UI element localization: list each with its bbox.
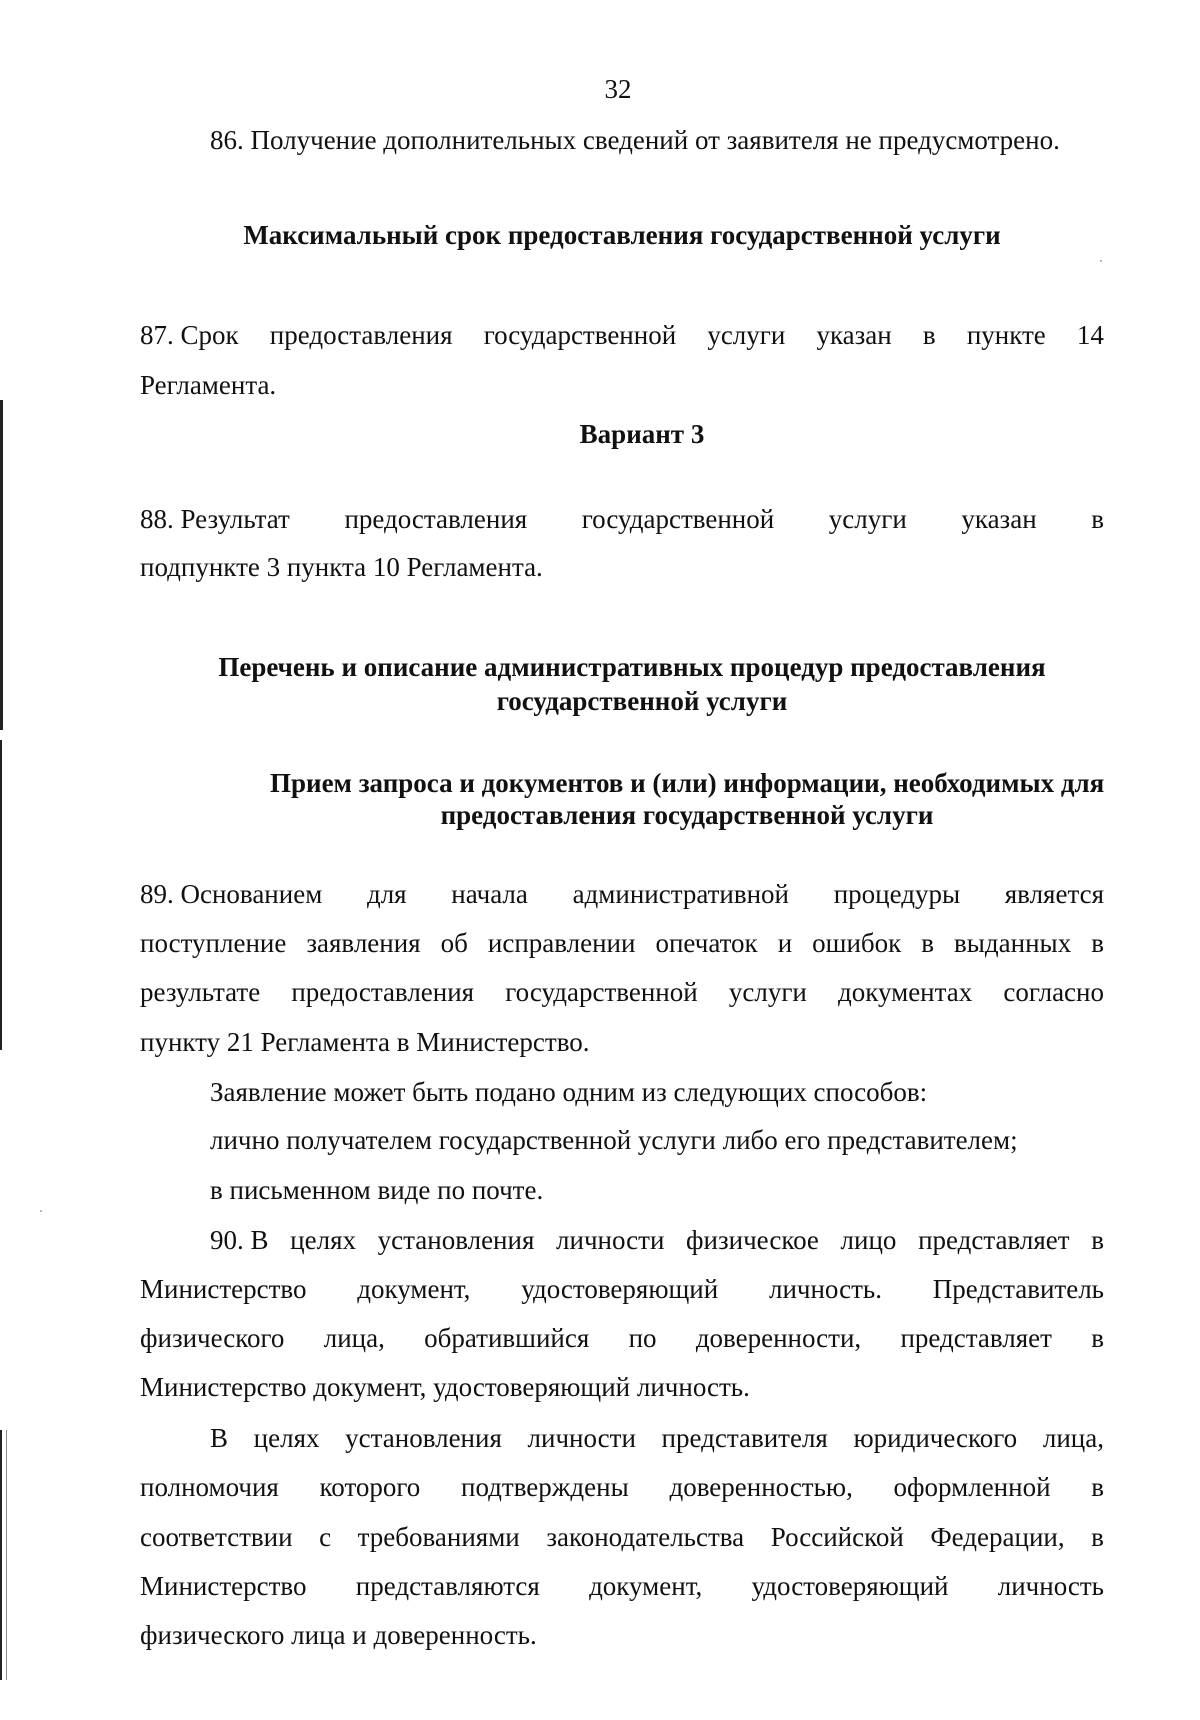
- word: личности: [556, 1225, 665, 1255]
- word: подтверждены: [461, 1472, 629, 1502]
- heading-reception-line-1: Прием запроса и документов и (или) информации, необходимых для: [270, 768, 1105, 798]
- word: в: [1091, 1522, 1104, 1552]
- word: удостоверяющий: [751, 1571, 949, 1601]
- word: личность.: [768, 1274, 882, 1304]
- word: в: [1091, 1323, 1104, 1353]
- heading-max-term: Максимальный срок предоставления государственной услуги: [243, 220, 1001, 250]
- word: документ,: [589, 1571, 703, 1601]
- word: административной: [572, 879, 790, 909]
- word: обратившийся: [424, 1323, 590, 1353]
- scan-edge-mark: [0, 400, 3, 730]
- paragraph-90-line-3: [140, 1321, 1104, 1355]
- word: указан: [961, 504, 1037, 534]
- word: государственной: [483, 320, 677, 350]
- word: результате: [140, 977, 261, 1007]
- paragraph-legal-line-3: [140, 1520, 1104, 1554]
- word: лица,: [323, 1323, 385, 1353]
- word: начала: [451, 879, 528, 909]
- word: предоставления: [344, 504, 528, 534]
- word: согласно: [1003, 977, 1104, 1007]
- word: 90. В: [210, 1225, 269, 1255]
- word: услуги: [728, 977, 807, 1007]
- word: представляет: [900, 1323, 1052, 1353]
- word: опечаток: [655, 928, 758, 958]
- word: предоставления: [291, 977, 475, 1007]
- word: указан: [816, 320, 892, 350]
- word: законодательства: [546, 1522, 745, 1552]
- paragraph-89-line-2: [140, 926, 1104, 960]
- word: государственной: [581, 504, 775, 534]
- page-number: 32: [604, 74, 632, 104]
- word: государственной: [505, 977, 698, 1007]
- paragraph-90-line-2: [140, 1272, 1104, 1306]
- word: для: [366, 879, 407, 909]
- word: личности: [527, 1423, 636, 1453]
- word: представляются: [355, 1571, 540, 1601]
- word: доверенности,: [695, 1323, 862, 1353]
- word: заявления: [306, 928, 421, 958]
- word: Федерации,: [930, 1522, 1065, 1552]
- paragraph-90-line-1: [210, 1223, 1104, 1257]
- word: Министерство: [140, 1571, 307, 1601]
- word: представляет: [918, 1225, 1070, 1255]
- word: целях: [290, 1225, 356, 1255]
- word: ошибок: [812, 928, 902, 958]
- word: в: [1091, 1472, 1104, 1502]
- word: лица,: [1042, 1423, 1104, 1453]
- word: удостоверяющий: [521, 1274, 719, 1304]
- word: в: [921, 928, 935, 958]
- paragraph-method-by-mail: в письменном виде по почте.: [210, 1175, 544, 1205]
- word: 87. Срок: [140, 320, 239, 350]
- word: соответствии: [140, 1522, 293, 1552]
- word: выданных: [954, 928, 1072, 958]
- word: об: [440, 928, 468, 958]
- heading-reception-line-2: предоставления государственной услуги: [440, 800, 934, 830]
- paragraph-88-line-2: подпункте 3 пункта 10 Регламента.: [140, 552, 543, 582]
- paragraph-legal-line-5: физического лица и доверенность.: [140, 1620, 537, 1650]
- scan-edge-mark: [0, 1430, 2, 1680]
- word: 88. Результат: [140, 504, 290, 534]
- paragraph-89-line-3: [140, 975, 1104, 1009]
- word: установления: [377, 1225, 535, 1255]
- word: требованиями: [357, 1522, 520, 1552]
- heading-procedures-line-2: государственной услуги: [496, 686, 788, 716]
- word: пункте: [966, 320, 1046, 350]
- paragraph-legal-line-1: [210, 1421, 1104, 1455]
- word: 89. Основанием: [140, 879, 323, 909]
- paragraph-89-line-1: [140, 877, 1104, 911]
- word: поступление: [140, 928, 287, 958]
- word: в: [1091, 504, 1104, 534]
- heading-variant-3: Вариант 3: [579, 419, 705, 449]
- word: оформленной: [893, 1472, 1051, 1502]
- word: целях: [253, 1423, 320, 1453]
- paragraph-89-line-4: пункту 21 Регламента в Министерство.: [140, 1027, 590, 1057]
- word: в: [1091, 1225, 1104, 1255]
- paragraph-legal-line-4: [140, 1569, 1104, 1603]
- paragraph-88-line-1: [140, 502, 1104, 536]
- paragraph-90-line-4: Министерство документ, удостоверяющий личность.: [140, 1372, 750, 1402]
- word: юридического: [853, 1423, 1018, 1453]
- word: услуги: [828, 504, 907, 534]
- word: по: [628, 1323, 657, 1353]
- word: в: [1091, 928, 1104, 958]
- word: исправлении: [487, 928, 636, 958]
- scan-speck: [40, 1210, 42, 1212]
- word: в: [922, 320, 936, 350]
- word: Российской: [770, 1522, 904, 1552]
- word: лицо: [840, 1225, 897, 1255]
- word: личность: [997, 1571, 1104, 1601]
- word: услуги: [707, 320, 786, 350]
- word: документ,: [357, 1274, 471, 1304]
- heading-procedures-line-1: Перечень и описание административных процедур предоставления: [218, 652, 1046, 682]
- word: процедуры: [833, 879, 961, 909]
- word: и: [777, 928, 793, 958]
- paragraph-86: 86. Получение дополнительных сведений от заявителя не предусмотрено.: [210, 125, 1060, 155]
- paragraph-legal-line-2: [140, 1470, 1104, 1504]
- word: которого: [319, 1472, 421, 1502]
- word: физического: [140, 1323, 285, 1353]
- scan-speck: [1100, 260, 1102, 262]
- paragraph-87-line-1: [140, 318, 1104, 352]
- scan-edge-mark: [0, 740, 2, 1050]
- paragraph-methods: Заявление может быть подано одним из следующих способов:: [210, 1077, 928, 1107]
- paragraph-87-line-2: Регламента.: [140, 370, 277, 400]
- word: физическое: [686, 1225, 819, 1255]
- word: представителя: [661, 1423, 828, 1453]
- word: доверенностью,: [669, 1472, 853, 1502]
- word: 14: [1076, 320, 1104, 350]
- word: предоставления: [269, 320, 453, 350]
- word: В: [210, 1423, 229, 1453]
- word: Министерство: [140, 1274, 307, 1304]
- word: полномочия: [140, 1472, 279, 1502]
- scan-edge-mark: [6, 1430, 7, 1680]
- paragraph-method-in-person: лично получателем государственной услуги либо его представителем;: [210, 1125, 1018, 1155]
- word: документах: [838, 977, 973, 1007]
- word: с: [319, 1522, 332, 1552]
- word: является: [1004, 879, 1104, 909]
- word: Представитель: [932, 1274, 1104, 1304]
- word: установления: [345, 1423, 502, 1453]
